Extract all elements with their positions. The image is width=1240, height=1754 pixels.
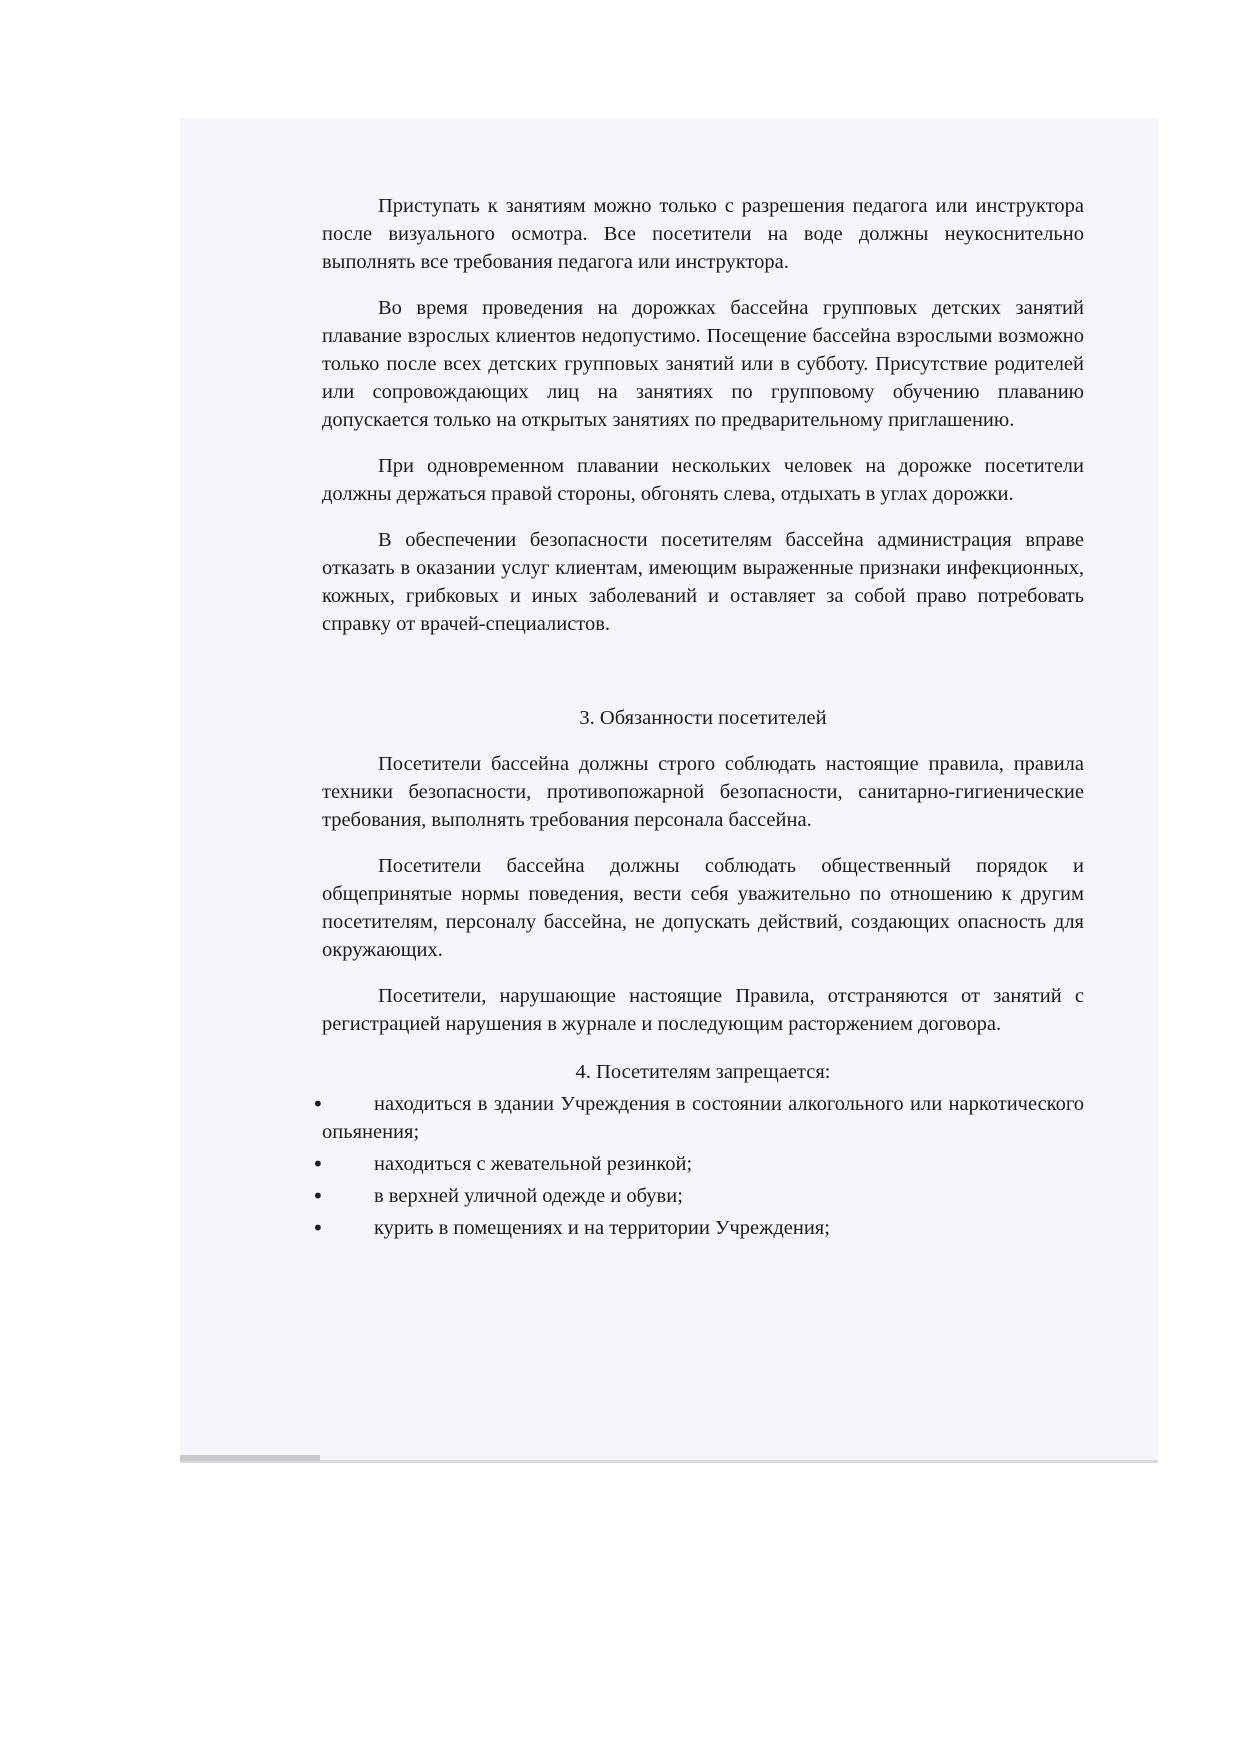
list-item: • в верхней уличной одежде и обуви;: [322, 1182, 1084, 1210]
section-4-heading: 4. Посетителям запрещается:: [575, 1061, 831, 1083]
scan-edge-shadow: [180, 1455, 320, 1461]
list-item: • находиться в здании Учреждения в состоянии алкогольного или наркотического опьянения;: [322, 1090, 1084, 1146]
paragraph-public-order: Посетители бассейна должны соблюдать общественный порядок и общепринятые нормы поведения, вести себя уважительно по отношению к другим посетителям, персоналу бассейна, не допускать действий, создающих опасность для окружающих.: [322, 855, 1084, 961]
list-item: • курить в помещениях и на территории Учреждения;: [322, 1214, 1084, 1242]
paragraph-instructor-permission: Приступать к занятиям можно только с разрешения педагога или инструктора после визуального осмотра. Все посетители на воде должны неукоснительно выполнять все требования педагога или инструктора.: [322, 195, 1084, 273]
paragraph-violators: Посетители, нарушающие настоящие Правила, отстраняются от занятий с регистрацией нарушения в журнале и последующим расторжением договора.: [322, 985, 1084, 1035]
document-body: [322, 192, 1084, 1246]
list-item: • находиться с жевательной резинкой;: [322, 1150, 1084, 1178]
paragraph-lane-rules: При одновременном плавании нескольких человек на дорожке посетители должны держаться правой стороны, обгонять слева, отдыхать в углах дорожки.: [322, 455, 1084, 505]
paragraph-obey-rules: Посетители бассейна должны строго соблюдать настоящие правила, правила техники безопасности, противопожарной безопасности, санитарно-гигиенические требования, выполнять требования персонала бассейна.: [322, 753, 1084, 831]
paragraph-group-lessons: Во время проведения на дорожках бассейна групповых детских занятий плавание взрослых клиентов недопустимо. Посещение бассейна взрослыми возможно только после всех детских групповых занятий или в субботу. Присутствие родителей или сопровождающих лиц на занятиях по групповому обучению плаванию допускается только на открытых занятиях по предварительному приглашению.: [322, 297, 1084, 431]
paragraph-safety-refusal: В обеспечении безопасности посетителям бассейна администрация вправе отказать в оказании услуг клиентам, имеющим выраженные признаки инфекционных, кожных, грибковых и иных заболеваний и оставляет за собой право потребовать справку от врачей-специалистов.: [322, 529, 1084, 635]
section-3-heading: 3. Обязанности посетителей: [579, 707, 827, 729]
prohibitions-list: [322, 1090, 1084, 1242]
